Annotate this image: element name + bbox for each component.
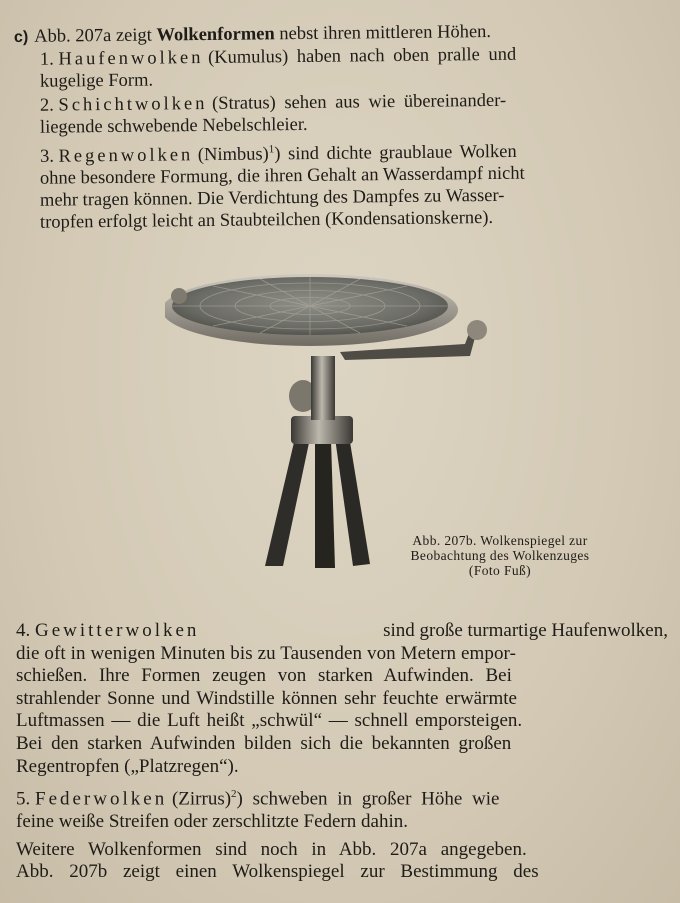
- footnote-marker-2: 2: [231, 788, 237, 801]
- item-3-line-3: mehr tragen können. Die Verdichtung des Dampfes zu Wasser-: [39, 186, 505, 211]
- mirror-left-knob: [171, 288, 187, 304]
- item-3-text-a: (Nimbus): [197, 144, 269, 166]
- tripod-leg-right: [335, 436, 370, 566]
- adjust-screw: [467, 320, 487, 340]
- item-1-number: 1.: [39, 49, 54, 70]
- body-text-lower: [16, 620, 668, 889]
- section-5-text-b: ) schweben in großer Höhe wie: [236, 788, 500, 810]
- item-3-term: Regenwolken: [58, 145, 194, 167]
- footnote-marker-1: 1: [268, 143, 275, 156]
- wolkenspiegel-photo: [165, 268, 495, 578]
- intro-bold-term: Wolkenformen: [156, 24, 275, 46]
- closing-line-1: Weitere Wolkenformen sind noch in Abb. 207a angegeben.: [16, 838, 527, 860]
- item-2-number: 2.: [39, 95, 54, 116]
- item-1-term: Haufenwolken: [58, 48, 204, 70]
- section-marker: c): [13, 28, 29, 46]
- tripod-leg-middle: [315, 440, 335, 568]
- section-4-line-6: Bei den starken Aufwinden bilden sich die bekannten großen: [16, 732, 512, 754]
- item-3-line-4: tropfen erfolgt leicht an Staubteilchen (Kondensationskerne).: [39, 208, 494, 233]
- section-4-text: sind große turmartige Haufenwolken,: [383, 620, 668, 641]
- item-1-line-2: kugelige Form.: [39, 70, 154, 92]
- item-3-text-b: ) sind dichte graublaue Wolken: [274, 141, 517, 165]
- item-3-line-2: ohne besondere Formung, die ihren Gehalt an Wasserdampf nicht: [39, 163, 525, 189]
- caption-line-2: Beobachtung des Wolkenzuges: [410, 548, 590, 563]
- tripod-head: [291, 416, 353, 444]
- item-2-line-2: liegende schwebende Nebelschleier.: [39, 114, 308, 138]
- item-2-term: Schichtwolken: [58, 93, 208, 116]
- section-4-line-3: schießen. Ihre Formen zeugen von starken Aufwinden. Bei: [16, 665, 512, 687]
- intro-text-end: nebst ihren mittleren Höhen.: [274, 22, 492, 45]
- section-4-term: Gewitterwolken: [35, 620, 200, 641]
- section-5-line-1: [16, 783, 668, 811]
- caption-line-1: Abb. 207b. Wolkenspiegel zur: [412, 533, 588, 548]
- section-4-line-1: [16, 620, 668, 643]
- intro-text: Abb. 207a zeigt: [34, 25, 157, 47]
- item-3-number: 3.: [39, 146, 55, 167]
- section-4-line-2: die oft in wenigen Minuten bis zu Tausenden von Metern empor-: [16, 642, 517, 664]
- tripod-pole: [311, 356, 335, 420]
- section-4-number: 4.: [16, 620, 31, 641]
- section-5-text-a: (Zirrus): [171, 788, 232, 810]
- section-5-term: Federwolken: [35, 788, 168, 810]
- section-5-number: 5.: [16, 788, 31, 810]
- mirror-grid: [172, 277, 448, 335]
- section-c: [13, 22, 664, 234]
- item-2-text: (Stratus) sehen aus wie übereinander-: [211, 90, 507, 114]
- section-4-line-4: strahlender Sonne und Windstille können sehr feuchte erwärmte: [16, 687, 517, 709]
- tripod-leg-left: [265, 438, 310, 566]
- caption-line-3: (Foto Fuß): [468, 563, 532, 578]
- figure-caption: [380, 533, 620, 578]
- closing-line-2: Abb. 207b zeigt einen Wolkenspiegel zur Bestimmung des: [16, 861, 539, 883]
- item-1-text: (Kumulus) haben nach oben pralle und: [207, 44, 517, 68]
- closing-paragraph: [16, 839, 668, 884]
- section-5: [16, 783, 668, 834]
- section-4: [16, 620, 668, 778]
- section-4-line-5: Luftmassen — die Luft heißt „schwül“ — schnell emporsteigen.: [16, 710, 523, 732]
- section-4-line-7: Regentropfen („Platzregen“).: [16, 755, 239, 777]
- section-5-line-2: feine weiße Streifen oder zerschlitzte Federn dahin.: [16, 811, 408, 833]
